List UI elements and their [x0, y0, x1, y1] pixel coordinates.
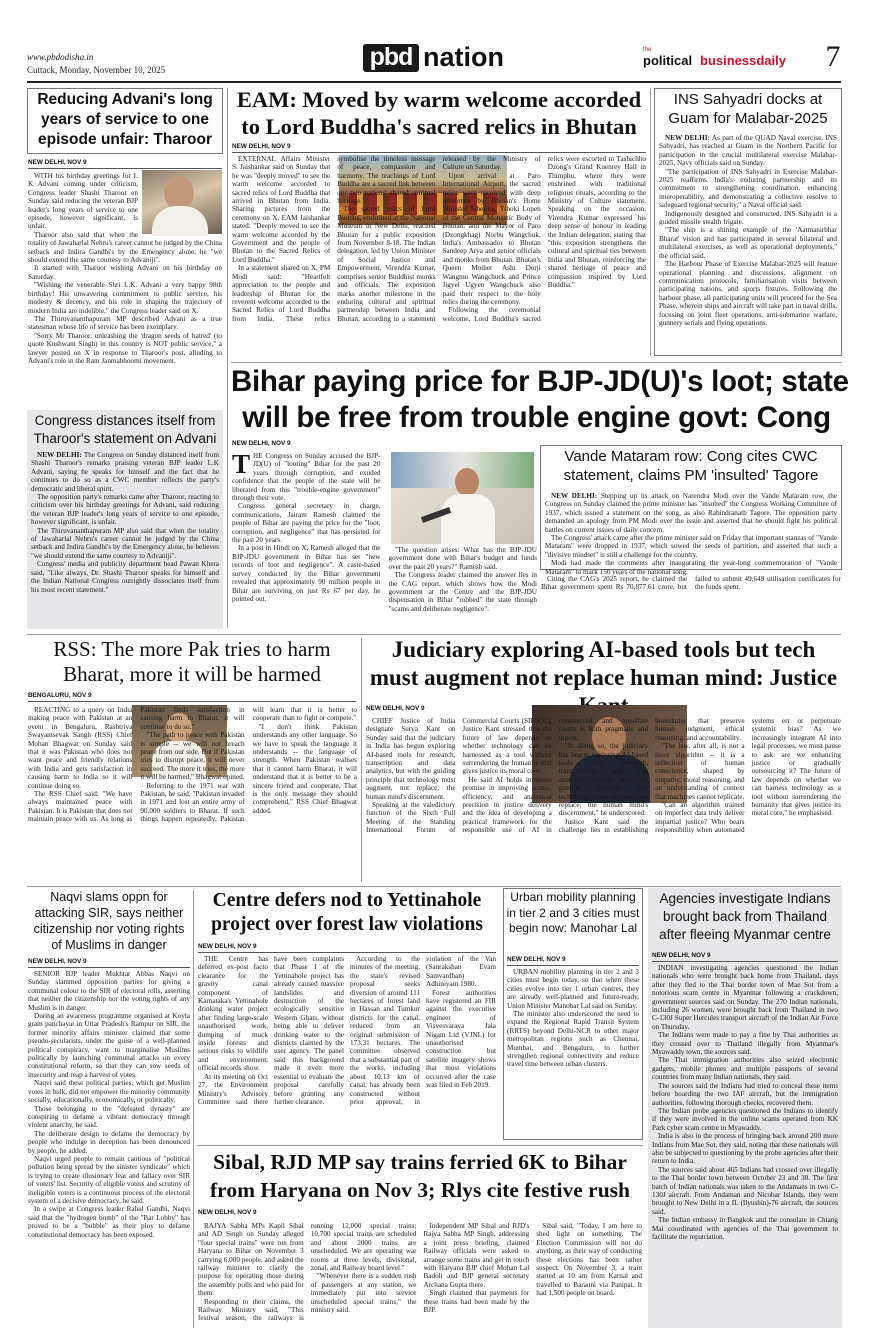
paragraph: EXTERNAL Affairs Minister S. Jaishankar said on Sunday that he was "deeply moved" to see the warm welcome accorded to sacred relics of Lord Buddha that arrived in Bhutan from India. Sharing pictures from the ceremony on X, EAM Jaishankar stated: "Deeply moved to see the warm welcome accorded by the Government and the people of Bhutan to the Sacred Relics of Lord Buddha.": [232, 155, 331, 264]
paragraph: In a swipe at Congress leader Rahul Gandhi, Naqvi said that the "hydrogen bomb" of the "Bar Lobby" has proved to be a "bubble" as their ploy to defame constitutional democracy has been exposed.: [28, 1205, 190, 1239]
urban-dateline: NEW DELHI, NOV 9: [507, 956, 639, 966]
sahyadri-headline[interactable]: INS Sahyadri docks at Guam for Malabar-2025: [668, 91, 828, 127]
pbd-logo: [363, 44, 419, 72]
thailand-body: [652, 964, 838, 1326]
bihar-dateline: NEW DELHI, NOV 9: [232, 440, 291, 447]
paragraph: Citing the CAG's 2025 report, he claimed the Bihar government spent Rs 70,877.61 crore, but failed to submit 49,649 utilisation certificates for the funds spent.: [541, 575, 841, 592]
paragraph: The minister also underscored the need to expand the Regional Rapid Transit System (RRTS) beyond Delhi-NCR to other major metropolitan regions such as Chennai, Mumbai, and Bengaluru, to further strengthen regional connectivity and reduce travel time between urban clusters.: [507, 1010, 639, 1069]
paragraph: REACTING to a query on India making peace with Pakistan at an event in Bengaluru, Rashtriya Swayamsevak Sangh (RSS) Chief Mohan Bhagwat on Sunday said that it was Pakistan who does not want peace and friendly relations with India and gets satisfaction in causing harm to India so it will continue doing so.: [28, 706, 133, 790]
eam-headline[interactable]: EAM: Moved by warm welcome accorded to Lord Buddha's sacred relics in Bhutan: [236, 87, 642, 139]
paragraph: URBAN mobility planning in tier 2 and 3 cities must begin today, so that when these cities evolve into tier 1 urban centres, they are already well-planned and future-ready, Union Minister Manohar Lal said on Sunday.: [507, 968, 639, 1010]
masthead-rule: [27, 81, 841, 83]
paragraph: The Thai immigration authorities also seized electronic gadgets, mobile phones and multiple passports of several countries from many Indian nationals, they said.: [652, 1056, 838, 1082]
trains-top-rule: [197, 1145, 643, 1146]
paragraph: [31, 451, 219, 493]
advani-headline[interactable]: Reducing Advani's long years of service to one episode unfair: Tharoor: [37, 91, 213, 148]
brand-business: businessdaily: [700, 53, 786, 68]
bihar-headline-2[interactable]: will be free from trouble engine govt: Cong: [242, 401, 831, 434]
rss-top-rule: [27, 634, 841, 635]
paragraph: Referring to the 1971 war with Pakistan, he said, "Pakistan invaded in 1971 and lost an entire army of 90,000 soldiers to Bharat. If such things happen repeatedly, Pakistan will learn that it is better to cooperate than to fight or compete.": [140, 706, 357, 824]
paragraph: Justice Kant said the challenge lies in establishing boundaries that preserve human judgment, ethical reasoning, and accountability.: [558, 717, 745, 835]
eam-dateline: NEW DELHI, NOV 9: [232, 143, 646, 153]
paragraph: Singh claimed that payments for these trains had been made by the BJP.: [423, 1289, 530, 1315]
paragraph: "I don't think Pakistan understands any other language. So we have to speak the language it understands -- the language of strength. When Pakistan realises that it cannot harm Bharat, it will understand that it is better to be a sincere friend and cooperate. That is the only message they should comprehend," RSS Chief Bhagwat added.: [252, 722, 357, 815]
paragraph: "The law, after all, is not a mere algorithm -- it is a reflection of human conscience, shaped by empathy, moral reasoning, and an understanding of context that machines cannot replicate.: [655, 742, 745, 801]
urban-body: [507, 968, 639, 1138]
distance-body: [31, 451, 219, 627]
paragraph: Forest authorities have registered an FIR against the executive engineer of Visvesvaraya Jala Nigam Ltd (VJNL) for unauthorised construction but satellite imagery shows that most violations occurred after the case was filed in Feb 2019.: [426, 988, 496, 1090]
paragraph: Upon arrival at Paro International Airport, the sacred relics were received with deep reverence by Bhutan's Home Minister Tshering, Tshoki Lopen of the Central Monastic Body of Bhutan, and the Mayor of Paro (Dzongkhag) Norbu Wangchuk, India's Ambassador to Bhutan Sandeep Arya and senior officials and monks from Bhutan. Bhutan's Queen Mother Ashi Dorji Wangmo Wangchuck and Prince Jigyel Ugyen Wangchuck also paid their respect to the holy relics during the ceremony.: [442, 171, 541, 306]
thailand-headline[interactable]: Agencies investigate Indians brought back from Thailand after fleeing Myanmar centre: [659, 891, 831, 942]
yettinahole-body: [198, 955, 496, 1141]
advani-body-float: [138, 172, 222, 236]
paragraph: During an awareness programme organised at Koyla gram panchayat in Uttar Pradesh's Rampur on SIR, the former minority affairs minister claimed that some pseudo-secularists, under the guise of a well-planned political conspiracy, want to marginalise Muslims politically by launching communal attacks on every constitutional reform, so that they can sow seeds of insecurity and reap a harvest of votes.: [28, 1012, 190, 1079]
pbd-logo-text: pbd: [369, 43, 413, 71]
paragraph: WITH his birthday greetings for L K Advani coming under criticism, Congress leader Shashi Tharoor on Sunday said reducing the veteran BJP leader's long years of service to one episode, however significant, is unfair.: [28, 172, 138, 231]
vande-body: [545, 492, 838, 576]
column-rule: [193, 890, 194, 1328]
naqvi-body: [28, 970, 190, 1310]
paragraph: Those belonging to the "defeated dynasty" are conspiring to defame a vibrant democracy through violent anarchy, he said.: [28, 1104, 190, 1130]
paragraph: Naqvi said these political parties, which get Muslim votes in bulk, did not empower the minority community socially, educationally, economically, or politically.: [28, 1079, 190, 1105]
urban-headline[interactable]: Urban mobility planning in tier 2 and 3 cities must begin now: Manohar Lal: [506, 890, 640, 935]
paragraph: The Congress' attack came after the prime minister said on Friday that important stanzas of "Vande Mataram" were dropped in 1937, which sowed the seeds of partition, and asserted that such a "divisive mindset" is still a challenge for the country.: [545, 534, 837, 559]
paragraph: Sibal said, "Today, I am here to shed light on something. The Election Commission will not do anything, as their way of conducting these elections has been rather suspect. On November 3, a train started at 10 am from Karnal and travelled to Barauni via Panipat. It had 1,500 people on board.: [536, 1222, 642, 1298]
trains-body: [198, 1222, 642, 1328]
distance-headline[interactable]: Congress distances itself from Tharoor's statement on Advani: [33, 413, 217, 446]
paragraph: In a post in Hindi on X, Ramesh alleged that the BJP-JDU government in Bihar has set "new records of loot and negligence". A caste-based survey conducted by the Bihar government revealed that approximately 90 million people in Bihar are surviving on just Rs 67 per day, he pointed out.: [232, 544, 381, 603]
paragraph: The deliberate design to defame the democracy by people who indulge in deception has been denounced by people, he added.: [28, 1129, 190, 1155]
column-rule: [361, 638, 362, 882]
paragraph: THE Centre has deferred ex-post facto clearance for the gravity canal component of Karnataka's Yettinahole drinking water project after finding large-scale unauthorised work, dumping of muck inside forests and serious risks to wildlife and environment, official records show.: [198, 955, 268, 1073]
paragraph: He said AI holds immense promise in improving access, efficiency, and analytical precision in justice delivery and the idea of developing a practical framework for the responsible use of AI in commercial and appellate courts is both pragmatic and urgent.: [462, 717, 649, 835]
paragraph: [659, 134, 837, 168]
paragraph: "Wishing the venerable Shri L.K. Advani a very happy 98th birthday! His unwavering commitment to public service, his modesty & decency, and his role in shaping the trajectory of modern India are indelible," the Congress leader said on X.: [28, 281, 222, 315]
paragraph: CHIEF Justice of India designate Surya Kant on Sunday said that the judiciary in India has begun exploring AI-based tools for research, transcription and data analytics, but with the guiding principle that technology must augment, not replace, the human mind's discernment.: [366, 717, 456, 801]
eam-body: [232, 155, 646, 355]
paragraph: "The path to peace with Pakistan is simple -- we will not breach peace from our side. But if Pakistan tries to disrupt peace, it will never succeed. The more it tries, the more it will be harmed," Bhagwat opined.: [140, 731, 245, 782]
paragraph: Indigenously designed and constructed, INS Sahyadri is a guided missile stealth frigate.: [659, 209, 837, 227]
bihar-body: [232, 449, 537, 625]
trains-headline[interactable]: Sibal, RJD MP say trains ferried 6K to Bihar from Haryana on Nov 3; Rlys cite festive rush: [210, 1150, 630, 1202]
bihar-body-tail: [541, 575, 841, 625]
paragraph-text: Stepping up its attack on Narendra Modi over the Vande Mataram row, the Congress on Sunday claimed the prime minister has "insulted" the Congress Working Committee of 1937, which issued a statement on the song, as also Rabindranath Tagore. The opposition party demanded an apology from PM Modi over the issue and asserted that he should fight his political battles on current issues of daily concern.: [545, 492, 838, 534]
paragraph: Speaking at the valedictory function of the Sixth Full Meeting of the Standing International Forum of Commercial Courts (SIFoCC), Justice Kant stressed that the future of law depends on whether technology can be harnessed as a tool without surrendering the humanity that gives justice its moral core.: [366, 717, 552, 835]
paragraph: The sources said about 465 Indians had crossed over illegally to the Thai border town between October 23 and 30. The first batch of Indian nationals was taken to the Andamans in two C-130J aircraft. From Andaman and Nicobar Islands, they were brought to New Delhi in a IL (Ilyushin)-76 aircraft, the sources said.: [652, 1165, 838, 1216]
paragraph: India is also in the process of bringing back around 200 more Indians from Mae Sot, they said, noting that these nationals will also be subjected to questioning by the probe agencies after their return to India.: [652, 1132, 839, 1166]
paragraph: "The ship is a shining example of the 'Aatmanirbhar Bharat' vision and has participated in several bilateral and multilateral exercises, as well as operational deployments," the official said.: [659, 226, 837, 260]
paragraph: Naqvi urged people to remain cautious of "political pollution being spread by the sinister syndicate" which is trying to create illusionary fear and fallacy over SIR of voters' list. Security of eligible voters and scrutiny of ineligible voters is a continuous process of the electoral system of a decisive democracy, he said.: [28, 1154, 190, 1205]
kant-headline[interactable]: Judiciary exploring AI-based tools but tech must augment not replace human mind: Justice: [369, 637, 838, 690]
paragraph: According to the minutes of the meeting, the state's revised proposal seeks diversion of around 111 hectares of forest land in Hassan and Tumkur districts for the canal, reduced from an original submission of 173.31 hectares. The committee observed that a substantial part of the works, including about 10.13 km of canal, has already been constructed without prior approval, in violation of the Van (Sanrakshan Evam Samvardhan) Adhiniyam 1980.: [350, 955, 496, 1106]
thailand-dateline: NEW DELHI, NOV 9: [652, 952, 838, 962]
paragraph: The sacred relics of Lord Buddha, enshrined at the National Museum in New Delhi, reached Bhutan for a public exposition from November 8-18. The Indian delegation, led by Union Minister of Social Justice and Empowerment, Virendra Kumar, comprises senior Buddhist monks and officials. The exposition marks another milestone in the enduring cultural and spiritual partnership between India and Bhutan, according to a statement released by the Ministry of Culture on Saturday.: [337, 155, 541, 323]
paragraph: Responding to their claims, the Railway Ministry said, "This festival season, the railways is running 12,000 special trains; 10,700 special trains are scheduled and about 2000 trains are unscheduled. We are operating war rooms at three levels, divisional, zonal, and Railway board level.": [198, 1222, 417, 1323]
paragraph: The Indian embassy in Bangkok and the consulate in Chiang Mai coordinated with agencies of the Thai government to facilitate the repatriation.: [652, 1216, 838, 1241]
paragraph: Independent MP Sibal and RJD's Rajya Sabha MP Singh, addressing a joint press briefing, claimed Railway officials were asked to arrange some trains and get in touch with Haryana BJP chief Mohan Lal Badoli and BJP general secretary Archana Gupta there.: [423, 1222, 530, 1289]
paragraph: Congress general secretary in charge, communications, Jairam Ramesh claimed the people of Bihar are paying the price for the "loot, corruption, and negligence" that has persisted for the past 20 years.: [232, 502, 381, 545]
paragraph: SENIOR BJP leader Mukhtar Abbas Naqvi on Sunday slammed opposition parties for giving a communal colour to the SIR of electoral rolls, asserting that neither the citizenship nor the voting rights of any Muslim is in danger.: [28, 970, 190, 1012]
paragraph: It started with Tharoor wishing Advani on his birthday on Saturday.: [28, 264, 222, 281]
trains-dateline: NEW DELHI, NOV 9: [198, 1209, 257, 1216]
vande-lead: NEW DELHI:: [551, 492, 598, 500]
advani-dateline: NEW DELHI, NOV 9: [28, 159, 222, 169]
kant-body: [366, 717, 841, 881]
paragraph-text: As part of the QUAD Naval exercise, INS Sahyadri, has reached at Guam in the Northern Pacific for participation in the crucial multilateral exercise Malabar-2025, Navy officials said on Sunday.: [659, 134, 837, 168]
paragraph: "The participation of INS Sahyadri in Exercise Malabar-2025 reaffirms India's enduring partnership and its commitment to strengthening coordination, enhancing interoperability, and demonstrating a collective resolve to safeguard regional security," a Naval official said.: [659, 167, 837, 210]
paragraph: Congress' media and publicity department head Pawan Khera said, "Like always, Dr. Shashi Tharoor speaks for himself and the Indian National Congress outrightly dissociates itself from his most recent statement.": [31, 560, 219, 594]
paragraph: "Sorry Mr Tharoor, unleashing the 'dragon seeds of hatred' (to quote Kushwant Singh) in this country is NOT public service," a lawyer posted on X in response to Tharoor's post, alluding to Advani's role in the Ram Janmabhoomi movement.: [28, 331, 222, 365]
section-title: nation: [423, 42, 504, 72]
paragraph: The RSS Chief said: "We have always maintained peace with Pakistan. It is Pakistan that does not maintain peace with us. As long as Pakistan finds satisfaction in causing harm to Bharat, it will continue to do so.": [28, 706, 245, 824]
paragraph: RAJYA Sabha MPs Kapil Sibal and AD Singh on Sunday alleged "four special trains" were run from Haryana to Bihar on November 3 carrying 6,000 people, and asked the railway minister to clarify the purpose for operating those during the assembly polls and who paid for them.: [198, 1222, 304, 1298]
bihar-top-rule: [231, 362, 842, 363]
rss-body: [28, 706, 357, 882]
column-rule: [227, 88, 228, 628]
paragraph: INDIAN investigating agencies questioned the Indian nationals who were brought back home from Thailand, days after they fled to the Thai border town of Mae Sot from a notorious scam centre in Myanmar following a crackdown, government sources said on Sunday. The 270 Indian nationals, including 26 women, were brought back from Thailand in two C-130J Super Hercules transport aircraft of the Indian Air Force on Thursday.: [652, 964, 838, 1031]
paragraph: In a statement shared on X, PM Modi said: "Heartfelt appreciation to the people and leadership of Bhutan for the reverent welcome accorded to the Sacred Relics of Lord Buddha from India. These relics symbolise the timeless message of peace, compassion and harmony. The teachings of Lord Buddha are a sacred link between our two nations' shared spiritual heritage.": [232, 155, 436, 323]
drop-cap: T: [232, 449, 251, 479]
paragraph: Modi had made the comments after inaugurating the year-long commemoration of "Vande Mataram" to mark 150 years of the national song.: [545, 559, 837, 576]
yettinahole-headline[interactable]: Centre defers nod to Yettinahole project over forest law violations: [211, 890, 483, 935]
paragraph: The opposition party's remarks came after Tharoor, reacting to criticism over his birthday greetings for Advani, said reducing the veteran BJP leader's long years of service to one episode, however significant, is unfair.: [31, 493, 219, 527]
paragraph: At its meeting on Oct 27, the Environment Ministry's Advisory Committee said there have been complaints that Phase I of the Yettinahole project has already caused massive landslides and destruction of the ecologically sensitive Western Ghats, without being able to deliver drinking water to the districts claimed by the user agency. The panel said this background made it even more essential to evaluate the proposal carefully before granting any further clearance.: [198, 955, 344, 1106]
bihar-headline-1[interactable]: Bihar paying price for BJP-JD(U)'s loot; state: [231, 365, 849, 398]
paragraph: "The question arises: What has the BJP-JDU government done with Bihar's budget and funds over the past 20 years?" Ramesh said.: [388, 546, 537, 571]
rss-headline[interactable]: RSS: The more Pak tries to harm Bharat, more it will be harmed: [53, 637, 331, 686]
vande-headline[interactable]: Vande Mataram row: Cong cites CWC statement, claims PM 'insulted' Tagore: [563, 448, 819, 484]
paragraph: The sources said the Indians had tried to conceal these items before boarding the two IAF aircraft, but the immigration authorities, following thorough checks, recovered them.: [652, 1081, 838, 1107]
paragraph: "Whenever there is a sudden rush of passengers at any station, we immediately put into service unscheduled special trains," the ministry said.: [310, 1272, 417, 1315]
column-rule: [650, 88, 651, 356]
page-number: 7: [825, 40, 841, 73]
paragraph: [545, 492, 837, 534]
distance-lead: NEW DELHI:: [37, 451, 82, 459]
masthead: [0, 0, 870, 84]
yettinahole-dateline: NEW DELHI, NOV 9: [198, 943, 496, 953]
paragraph-text: The Congress on Sunday distanced itself from Shashi Tharoor's remarks praising veteran BJP leader L.K Advani, saying he speaks for himself and the fact that he continues to do so as a CWC member reflects the party's democratic and liberal spirit.: [31, 451, 219, 493]
brand-political: political: [643, 53, 693, 68]
paragraph: The Thiruvananthapuram MP also said that when the totality of Jawaharlal Nehru's career cannot be judged by the China setback and Indira Gandhi's by the Emergency alone, he believes "we should extend the same courtesy to Advaniji".: [31, 526, 219, 560]
paragraph: Tharoor also said that when the totality of Jawaharlal Nehru's career cannot be judged by the China setback and Indira Gandhi's by the Emergency alone, he "we should extend the same courtesy to Advaniji".: [28, 230, 222, 265]
column-break: [389, 452, 538, 546]
paragraph: The Congress leader claimed the answer lies in the CAG report, which shows how the Modi government at the Centre and the BJP-JDU dispensation in Bihar "robbed" the state through "scams and deliberate negligence".: [388, 571, 537, 613]
naqvi-dateline: NEW DELHI, NOV 9: [28, 958, 190, 968]
sahyadri-body: [659, 134, 837, 354]
kant-dateline: NEW DELHI, NOV 9: [366, 705, 425, 712]
paragraph: Following the ceremonial welcome, Lord Buddha's sacred relics were escorted to Tashichho Dzong's Grand Kuenrey Hall in Thimphu, where they were enshrined with traditional religious rituals, according to the Ministry of Culture statement. Speaking on the occasion, Virendra Kumar expressed his deep sense of honour in leading the Indian delegation, stating that "this exposition strengthens the cultural and spiritual ties between India and Bhutan, reinforcing the shared heritage of peace and compassion inspired by Lord Buddha.": [442, 155, 646, 323]
paragraph: The Indian probe agencies questioned the Indians to identify if they were involved in the online scams operated from KK Park cyber scam centre in Myawaddy.: [652, 1106, 838, 1132]
paragraph: The Harbour Phase of Exercise Malabar-2025 will feature operational planning and discussions, alignment on communication protocols, familiarisation visits between participating nations, and sports fixtures. Following the harbour phase, all participating units will proceed for the Sea Phase, wherein ships and aircraft will take part in naval drills, focusing on joint fleet operations, anti-submarine warfare, gunnery serials and flying operations.: [659, 260, 837, 327]
issue-date: Cuttack, Monday, November 10, 2025: [27, 65, 166, 75]
paragraph: "Can an algorithm trained on imperfect data truly deliver impartial justice? Who bears responsibility when automated systems err or perpetuate systemic bias? As we increasingly integrate AI into legal processes, we must pause to ask: are we enhancing justice or gradually outsourcing it? The future of law depends on whether we can harness technology as a tool without surrendering the humanity that gives justice its moral core," he emphasised.: [655, 717, 841, 835]
sahyadri-lead: NEW DELHI:: [665, 134, 710, 142]
brand-logo: [641, 47, 811, 71]
naqvi-headline[interactable]: Naqvi slams oppn for attacking SIR, says neither citizenship nor voting rights of Muslims in danger: [33, 890, 185, 952]
paragraph: [232, 449, 381, 503]
brand-prefix: the: [643, 47, 652, 53]
advani-body: [28, 172, 222, 406]
paragraph: The Indians were made to pay a fine by Thai authorities as they crossed over to Thailand illegally from Myanmar's Myawaddy town, the sources said.: [652, 1031, 838, 1057]
paragraph: The Thiruvananthapuram MP described Advani as a true statesman whose life of service has been exemplary.: [28, 314, 222, 332]
paragraph-text: HE Congress on Sunday accused the BJP-JD(U) of "looting" Bihar for the past 20 years through corruption, and exuded confidence that the people of the state will be liberated from this "trouble-engine government" through their vote.: [232, 452, 381, 503]
paragraph: "In doing so, the judiciary has begun exploring AI-based tools for research, transcription, and data analytics, always with the guiding principle that technology must augment, not replace, the human mind's discernment," he underscored.: [558, 742, 649, 818]
rss-dateline: BENGALURU, NOV 9: [28, 692, 356, 702]
site-url[interactable]: www.pbdodisha.in: [27, 52, 94, 62]
lower-top-rule: [27, 886, 841, 887]
